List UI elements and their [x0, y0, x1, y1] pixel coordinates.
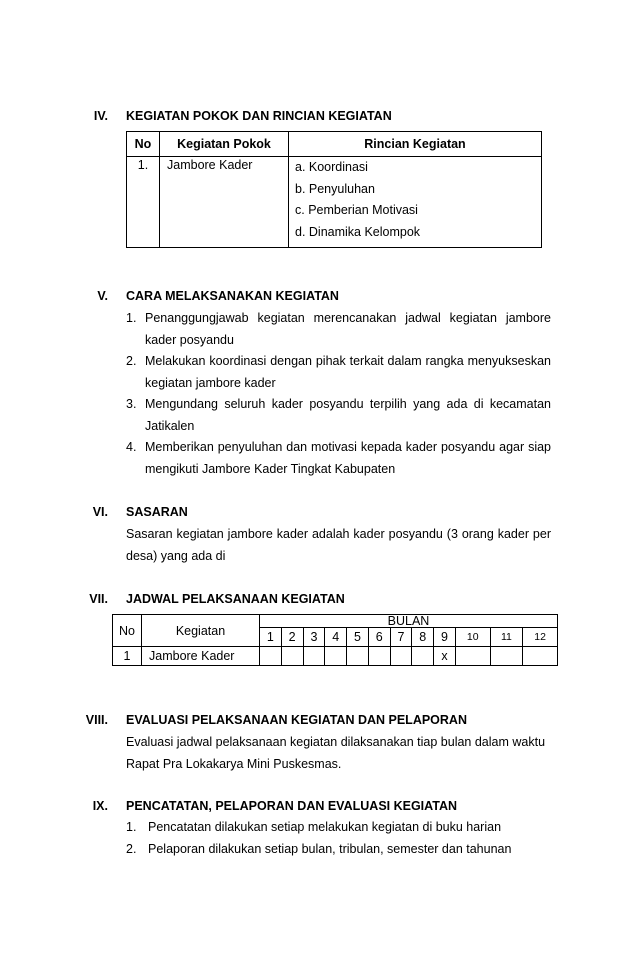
- evaluasi-line: Rapat Pra Lokakarya Mini Puskesmas.: [126, 756, 342, 771]
- list-item: [126, 437, 551, 480]
- section-number: IV.: [93, 109, 108, 123]
- section-title: PENCATATAN, PELAPORAN DAN EVALUASI KEGIATAN: [126, 799, 458, 813]
- month-header-2: 2: [281, 628, 303, 647]
- month-header-9: 9: [434, 628, 456, 647]
- schedule-cell-month-9: x: [434, 647, 456, 666]
- section-title: KEGIATAN POKOK DAN RINCIAN KEGIATAN: [126, 109, 392, 123]
- schedule-table: [112, 614, 558, 666]
- month-header-1: 1: [260, 628, 282, 647]
- section-number: V.: [97, 289, 108, 303]
- cell-rincian: [289, 157, 542, 248]
- procedure-list: [126, 308, 551, 480]
- section-number: IX.: [92, 799, 108, 813]
- item-text: Mengundang seluruh kader posyandu terpilih yang ada di kecamatan Jatikalen: [145, 397, 551, 433]
- section-title: SASARAN: [126, 505, 188, 519]
- month-header-8: 8: [412, 628, 434, 647]
- evaluasi-line: Evaluasi jadwal pelaksanaan kegiatan dilaksanakan tiap bulan dalam waktu: [126, 735, 546, 749]
- item-text: Melakukan koordinasi dengan pihak terkait dalam rangka menyukseskan kegiatan jambore kader: [145, 354, 551, 390]
- item-number: 2.: [126, 841, 137, 856]
- header-no: No: [113, 615, 142, 647]
- cell-kegiatan-pokok: Jambore Kader: [160, 157, 289, 248]
- section-title: JADWAL PELAKSANAAN KEGIATAN: [126, 592, 345, 606]
- list-item: [126, 308, 551, 351]
- section-number: VII.: [89, 592, 108, 606]
- schedule-cell-month-7: [390, 647, 412, 666]
- item-text: Pencatatan dilakukan setiap melakukan kegiatan di buku harian: [148, 820, 502, 834]
- list-item: [126, 394, 551, 437]
- month-header-11: 11: [490, 628, 523, 647]
- list-item: [126, 839, 566, 861]
- header-rincian-kegiatan: Rincian Kegiatan: [289, 132, 542, 157]
- item-number: 1.: [126, 311, 137, 325]
- month-header-3: 3: [303, 628, 325, 647]
- item-number: 4.: [126, 440, 137, 454]
- cell-no: 1.: [127, 157, 160, 248]
- header-kegiatan-pokok: Kegiatan Pokok: [160, 132, 289, 157]
- month-header-4: 4: [325, 628, 347, 647]
- item-text: Memberikan penyuluhan dan motivasi kepada kader posyandu agar siap mengikuti Jambore Kader Tingkat Kabupaten: [145, 440, 551, 476]
- activity-table: [126, 131, 542, 248]
- table-header-row: [113, 615, 558, 628]
- section-title: EVALUASI PELAKSANAAN KEGIATAN DAN PELAPORAN: [126, 713, 467, 727]
- reporting-list: [126, 817, 566, 860]
- cell-kegiatan: Jambore Kader: [142, 647, 260, 666]
- header-bulan: BULAN: [260, 615, 558, 628]
- schedule-cell-month-8: [412, 647, 434, 666]
- rincian-item: b. Penyuluhan: [295, 181, 375, 196]
- cell-no: 1: [113, 647, 142, 666]
- item-number: 1.: [126, 820, 137, 834]
- list-item: [126, 351, 551, 394]
- item-text: Penanggungjawab kegiatan merencanakan jadwal kegiatan jambore kader posyandu: [145, 311, 551, 347]
- rincian-item: a. Koordinasi: [295, 160, 368, 174]
- month-header-7: 7: [390, 628, 412, 647]
- schedule-cell-month-10: [455, 647, 490, 666]
- item-text: Pelaporan dilakukan setiap bulan, tribulan, semester dan tahunan: [148, 841, 512, 856]
- schedule-cell-month-4: [325, 647, 347, 666]
- sasaran-text: Sasaran kegiatan jambore kader adalah kader posyandu (3 orang kader per desa) yang ada di: [126, 527, 551, 563]
- rincian-item: c. Pemberian Motivasi: [295, 203, 418, 217]
- item-number: 2.: [126, 354, 137, 368]
- table-row: [127, 157, 542, 248]
- evaluasi-text: [126, 732, 566, 775]
- item-number: 3.: [126, 397, 137, 411]
- table-header-row: [127, 132, 542, 157]
- header-no: No: [127, 132, 160, 157]
- list-item: [126, 817, 566, 839]
- schedule-cell-month-2: [281, 647, 303, 666]
- month-header-12: 12: [523, 628, 558, 647]
- rincian-item: d. Dinamika Kelompok: [295, 224, 421, 239]
- schedule-cell-month-1: [260, 647, 282, 666]
- section-number: VIII.: [85, 713, 108, 727]
- section-number: VI.: [92, 505, 108, 519]
- table-row: [113, 647, 558, 666]
- schedule-cell-month-6: [368, 647, 390, 666]
- schedule-cell-month-11: [490, 647, 523, 666]
- header-kegiatan: Kegiatan: [142, 615, 260, 647]
- schedule-cell-month-12: [523, 647, 558, 666]
- section-title: CARA MELAKSANAKAN KEGIATAN: [126, 289, 339, 303]
- schedule-cell-month-3: [303, 647, 325, 666]
- schedule-cell-month-5: [347, 647, 369, 666]
- month-header-10: 10: [455, 628, 490, 647]
- month-header-5: 5: [347, 628, 369, 647]
- month-header-6: 6: [368, 628, 390, 647]
